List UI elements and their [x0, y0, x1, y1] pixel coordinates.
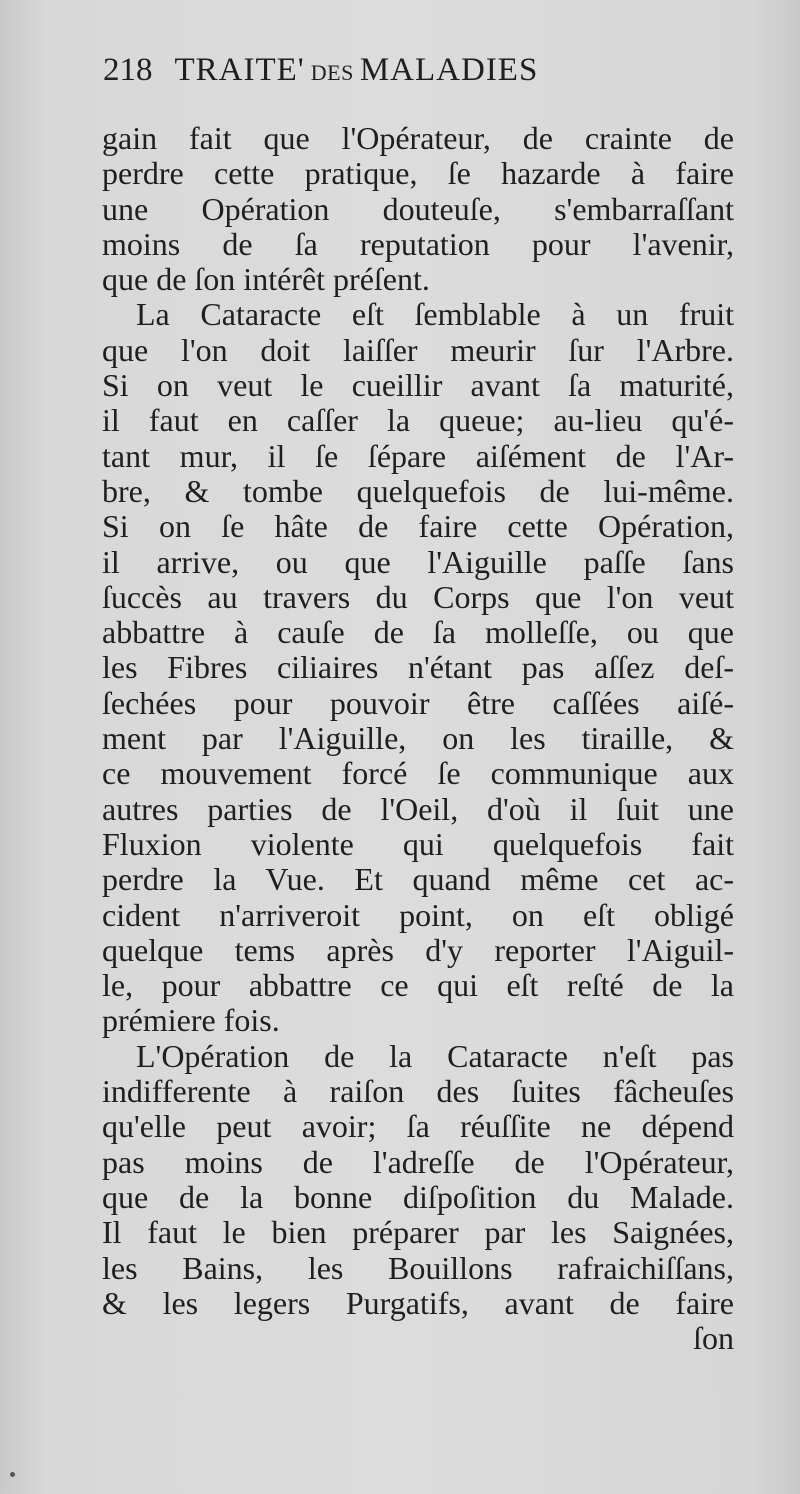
text-line: le, pour abbattre ce qui eſt reſté de la: [102, 968, 734, 1004]
text-line: bre, & tombe quelquefois de lui-même.: [102, 473, 734, 509]
page-number: 218: [103, 52, 153, 88]
text-line: ce mouvement forcé ſe communique aux: [102, 756, 734, 792]
text-line: que de la bonne diſpoſition du Malade.: [102, 1179, 734, 1215]
text-line: qu'elle peut avoir; ſa réuſſite ne dépend: [102, 1109, 734, 1145]
text-line: quelque tems après d'y reporter l'Aiguil-: [102, 932, 734, 968]
text-line: autres parties de l'Oeil, d'où il ſuit une: [102, 791, 734, 827]
text-line: Fluxion violente qui quelquefois fait: [102, 826, 734, 862]
text-line: les Bains, les Bouillons rafraichiſſans,: [102, 1250, 734, 1286]
text-line: perdre la Vue. Et quand même cet ac-: [102, 862, 734, 898]
text-line: & les legers Purgatifs, avant de faire: [102, 1285, 734, 1321]
running-header: [103, 52, 703, 96]
catchword: ſon: [693, 1321, 734, 1357]
text-line: perdre cette pratique, ſe hazarde à faire: [102, 156, 734, 192]
text-line: cident n'arriveroit point, on eſt obligé: [102, 897, 734, 933]
text-line: que de ſon intérêt préſent.: [102, 262, 430, 298]
text-line: abbattre à cauſe de ſa molleſſe, ou que: [102, 615, 734, 651]
text-line: que l'on doit laiſſer meurir ſur l'Arbre.: [102, 332, 734, 368]
header-title-maladies: MALADIES: [359, 52, 539, 88]
text-line: il faut en caſſer la queue; au-lieu qu'é-: [102, 403, 734, 439]
text-line: les Fibres ciliaires n'étant pas aſſez deſ-: [102, 650, 734, 686]
text-line: Si on ſe hâte de faire cette Opération,: [102, 509, 734, 545]
text-line: prémiere fois.: [102, 1003, 280, 1039]
text-line: moins de ſa reputation pour l'avenir,: [102, 226, 734, 262]
text-line: indifferente à raiſon des ſuites fâcheuſes: [102, 1074, 734, 1110]
text-line: ment par l'Aiguille, on les tiraille, &: [102, 721, 734, 757]
body-text: [102, 121, 734, 1356]
text-line: une Opération douteuſe, s'embarraſſant: [102, 191, 734, 227]
text-line: pas moins de l'adreſſe de l'Opérateur,: [102, 1144, 734, 1180]
paper-speck: [10, 1472, 15, 1477]
text-line: il arrive, ou que l'Aiguille paſſe ſans: [102, 544, 734, 580]
text-line: tant mur, il ſe ſépare aiſément de l'Ar-: [102, 438, 734, 474]
text-line: Il faut le bien préparer par les Saignées,: [102, 1215, 734, 1251]
text-line: ſechées pour pouvoir être caſſées aiſé-: [102, 685, 734, 721]
header-title-des: DES: [310, 60, 354, 85]
text-line: ſuccès au travers du Corps que l'on veut: [102, 579, 734, 615]
text-line: La Cataracte eſt ſemblable à un fruit: [136, 297, 734, 333]
header-title-traite: TRAITE': [174, 52, 305, 88]
text-line: L'Opération de la Cataracte n'eſt pas: [136, 1038, 734, 1074]
text-line: Si on veut le cueillir avant ſa maturité,: [102, 368, 734, 404]
text-line: gain fait que l'Opérateur, de crainte de: [102, 121, 734, 156]
